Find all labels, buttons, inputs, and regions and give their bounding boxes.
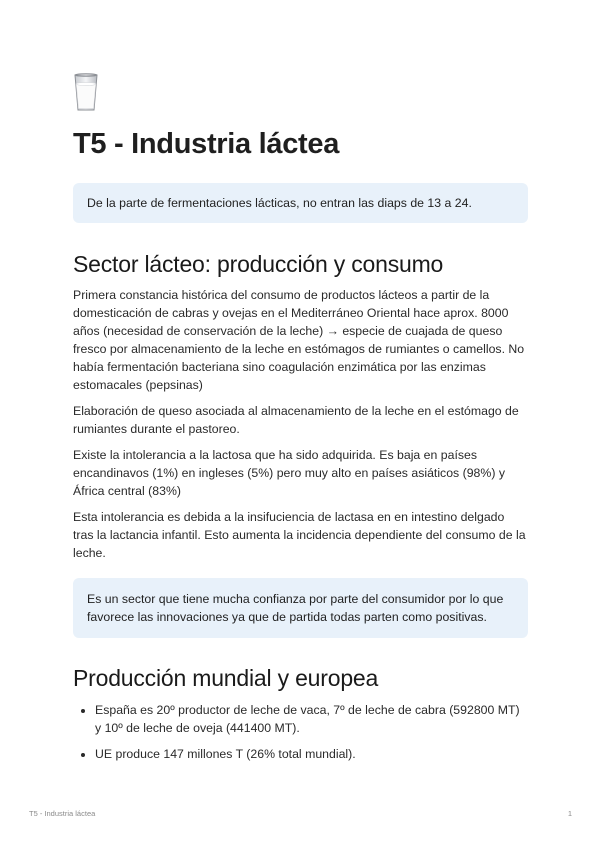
page-title: T5 - Industria láctea [73, 128, 340, 160]
paragraph: Elaboración de queso asociada al almacenamiento de la leche en el estómago de rumiantes durante el pastoreo. [73, 404, 519, 436]
paragraph: Existe la intolerancia a la lactosa que ha sido adquirida. Es baja en países encandinavos (1%) en ingleses (5%) pero muy alto en países asiáticos (98%) y África central (83%) [73, 448, 505, 498]
page-number: 1 [567, 809, 572, 818]
section-heading: Producción mundial y europea [73, 665, 379, 691]
document-page [73, 72, 528, 771]
bullet-list [73, 701, 528, 763]
paragraph: Esta intolerancia es debida a la insifuciencia de lactasa en en intestino delgado tras la lactancia infantil. Esto aumenta la incidencia dependiente del consumo de la leche. [73, 510, 526, 560]
callout-text: Es un sector que tiene mucha confianza por parte del consumidor por lo que favorece las innovaciones ya que de partida todas parten como positivas. [87, 592, 504, 624]
footer-title: T5 - Industria láctea [29, 809, 96, 818]
list-item: • España es 20º productor de leche de vaca, 7º de leche de cabra (592800 MT) y 10º de leche de oveja (441400 MT). [95, 701, 528, 737]
callout-note [73, 578, 528, 638]
paragraph: Primera constancia histórica del consumo de productos lácteos a partir de la domesticación de cabras y ovejas en el Mediterráneo Oriental hace aprox. 8000 años (necesidad de conservación de la leche) → especie de cuajada de queso fresco por almacenamiento de la leche en estómagos de rumiantes o camellos. No había fermentación bacteriana sino coagulación enzimática por las enzimas estomacales (pepsinas) [73, 288, 525, 392]
list-item: • UE produce 147 millones T (26% total mundial). [95, 745, 528, 763]
callout-text: De la parte de fermentaciones lácticas, no entran las diaps de 13 a 24. [87, 196, 472, 210]
callout-note [73, 183, 528, 223]
milk-glass-icon [73, 72, 99, 112]
section-heading: Sector lácteo: producción y consumo [73, 251, 444, 277]
